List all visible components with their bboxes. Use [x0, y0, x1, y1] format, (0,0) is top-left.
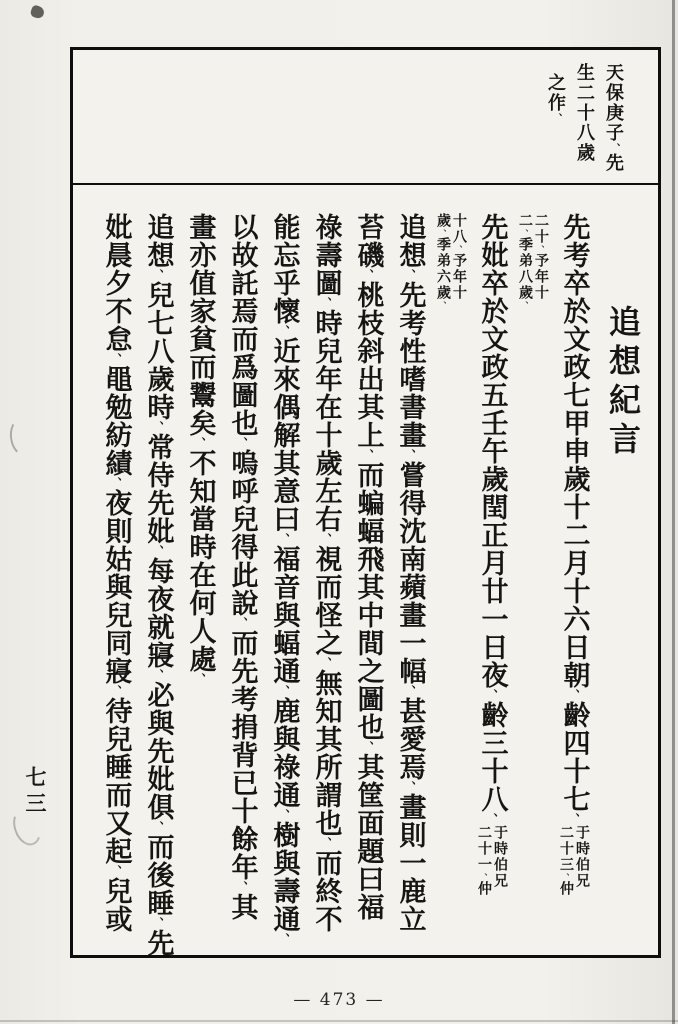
interlinear-note-bottom-line-2: 二十一、仲 — [476, 825, 492, 897]
folio-number: 七三 — [23, 766, 48, 818]
column-text: 追想、先考性嗜書畫、嘗得沈南蘋畫一幅、甚愛焉、畫則一鹿立 — [394, 213, 426, 933]
text-column-3 — [476, 213, 508, 949]
interlinear-note-top-line-1: 二十、予年十 — [533, 213, 549, 301]
interlinear-note-top-line-1: 十八、予年十 — [451, 213, 467, 301]
body-area — [73, 185, 658, 955]
colophon-column-2: 生二十八歲 — [574, 63, 595, 163]
colophon-column-3: 之作、 — [545, 73, 566, 123]
column-text: 祿壽圖、時兒年在十歲左右、視而怪之、無知其所謂也、而終不 — [310, 213, 342, 933]
text-column-8 — [268, 213, 300, 949]
interlinear-note-top-line-2: 二、季弟八歲、 — [517, 213, 533, 309]
text-column-9 — [226, 213, 258, 949]
interlinear-note-bottom-line-2: 二十三、仲 — [558, 825, 574, 897]
text-column-5 — [394, 213, 426, 949]
interlinear-note-top — [518, 213, 548, 309]
column-text: 追想、兒七八歲時、常侍先妣、每夜就寢、必與先妣俱、而後睡、先 — [142, 213, 174, 957]
text-column-12 — [100, 213, 132, 949]
page-title-text: 追想紀言 — [604, 305, 642, 461]
column-text: 先妣卒於文政五壬午歲閏正月廿一日夜、齡三十八、 — [476, 213, 508, 825]
header-band — [73, 50, 658, 185]
scan-speck-artifact — [29, 4, 45, 19]
interlinear-note-column-2 — [518, 213, 548, 949]
column-text: 以故託焉而爲圖也、嗚呼兒得此說、而先考捐背已十餘年、其 — [226, 213, 258, 921]
scan-arc-artifact — [7, 416, 38, 457]
interlinear-note-top — [436, 213, 466, 309]
interlinear-note-bottom-line-1: 于時伯兄 — [574, 825, 590, 889]
interlinear-note-bottom — [477, 825, 507, 897]
page-title — [600, 213, 646, 949]
interlinear-note-top-line-2: 歲、季弟六歲、 — [435, 213, 451, 309]
column-text: 苔磯、桃枝斜出其上、而蝙蝠飛其中間之圖也、其筐面題曰福 — [352, 213, 384, 921]
text-column-1 — [558, 213, 590, 949]
text-column-6 — [352, 213, 384, 949]
text-columns — [81, 213, 646, 957]
text-column-7 — [310, 213, 342, 949]
colophon-column-1: 天保庚子、先 — [603, 63, 624, 173]
scan-edge-shadow — [0, 1020, 678, 1022]
column-text: 畫亦值家貧而鬻矣、不知當時在何人處、 — [184, 213, 216, 685]
text-column-10 — [184, 213, 216, 949]
text-column-11 — [142, 213, 174, 957]
column-text: 妣晨夕不怠、黽勉紡績、夜則姑與兒同寢、待兒睡而又起、兒或 — [100, 213, 132, 933]
colophon-note — [546, 63, 622, 173]
interlinear-note-bottom-line-1: 于時伯兄 — [492, 825, 508, 889]
column-text: 先考卒於文政七甲申歲十二月十六日朝、齡四十七、 — [558, 213, 590, 825]
interlinear-note-bottom — [559, 825, 589, 897]
page-number: — 473 — — [293, 990, 385, 1010]
interlinear-note-column-4 — [436, 213, 466, 949]
column-text: 能忘乎懷、近來偶解其意曰、福音與蝠通、鹿與祿通、樹與壽通、 — [268, 213, 300, 945]
scan-edge-shadow — [672, 0, 675, 1024]
page-frame — [70, 47, 661, 958]
